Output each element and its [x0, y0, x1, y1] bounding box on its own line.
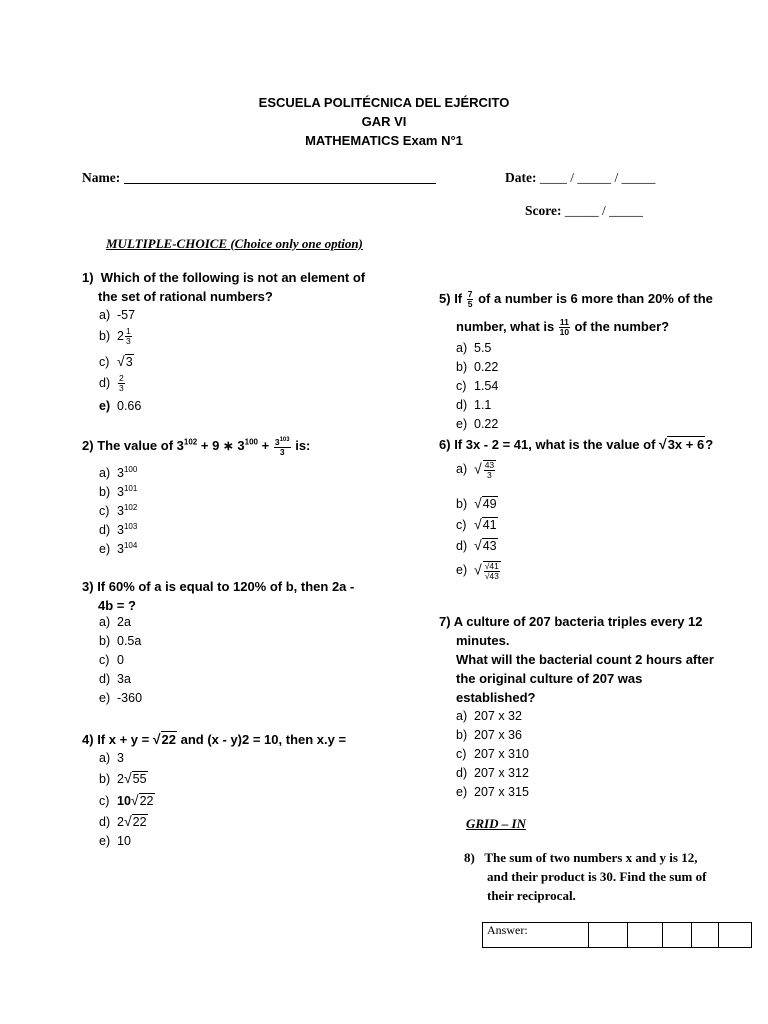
fraction: $\frac{√41}{√43}$: [484, 561, 499, 581]
q6-radicand: 3x + 6: [667, 437, 705, 452]
score-field[interactable]: _____ / _____: [564, 203, 643, 218]
option-letter: a): [456, 462, 468, 477]
q1-text-line1: Which of the following is not an element of: [100, 270, 366, 285]
option-value: -360: [117, 691, 143, 705]
score-row: [525, 203, 643, 219]
question-3: [82, 577, 402, 615]
q7-option-c[interactable]: [456, 747, 529, 761]
sqrt-icon: √: [659, 436, 667, 452]
option-value: 41: [482, 518, 497, 532]
option-value: 207 x 36: [474, 728, 522, 742]
option-letter: e): [99, 691, 111, 705]
q2-number: 2): [82, 437, 94, 453]
answer-cell[interactable]: [719, 923, 752, 948]
q3-text-line2: 4b = ?: [98, 598, 136, 613]
option-letter: b): [456, 497, 468, 511]
option-letter: c): [456, 379, 467, 393]
fraction: $\frac{1}{3}$: [125, 326, 131, 346]
q4-text: and (x - y)2 = 10, then x.y =: [177, 732, 347, 747]
option-letter: e): [456, 563, 468, 578]
q2-option-c[interactable]: [99, 503, 137, 518]
q8-text-line2: and their product is 30. Find the sum of: [487, 869, 707, 884]
sqrt-icon: √: [117, 353, 125, 369]
option-value: 43: [482, 539, 497, 553]
option-letter: a): [456, 709, 468, 723]
q7-option-d[interactable]: [456, 766, 529, 780]
option-value: 2: [117, 328, 124, 343]
option-letter: a): [456, 341, 468, 355]
q7-text-line1: A culture of 207 bacteria triples every 12: [453, 614, 703, 629]
q2-option-e[interactable]: [99, 541, 137, 556]
option-letter: d): [456, 398, 468, 412]
name-field[interactable]: [124, 171, 436, 184]
option-value: 0.5a: [117, 634, 142, 648]
date-row: [505, 170, 655, 186]
fraction: $\frac{2}{3}$: [119, 373, 124, 393]
sqrt-icon: √: [474, 537, 482, 553]
q6-option-c[interactable]: [456, 516, 498, 532]
option-letter: a): [99, 615, 111, 629]
option-value: 1.1: [474, 398, 492, 412]
option-letter: b): [456, 728, 468, 742]
option-value: 3: [117, 504, 124, 519]
sqrt-icon: √: [474, 516, 482, 532]
option-letter: e): [456, 417, 468, 431]
option-letter: c): [99, 794, 110, 808]
q6-option-b[interactable]: [456, 495, 498, 511]
q7-option-e[interactable]: [456, 785, 529, 799]
q2-text: The value of 3: [97, 437, 184, 453]
q3-number: 3): [82, 579, 94, 594]
option-value: 10: [117, 794, 131, 808]
question-2: [82, 436, 310, 457]
multiple-choice-heading: MULTIPLE-CHOICE (Choice only one option): [106, 236, 363, 251]
q5-text: of the number?: [570, 318, 670, 334]
option-value: 0.22: [474, 417, 499, 431]
option-value: 3a: [117, 672, 131, 686]
q4-option-a[interactable]: [99, 751, 124, 765]
q6-option-e[interactable]: [456, 561, 502, 581]
q4-number: 4): [82, 732, 94, 747]
question-5: [439, 290, 713, 309]
q8-number: 8): [464, 850, 475, 865]
option-letter: d): [99, 672, 111, 686]
q1-option-e[interactable]: [99, 399, 141, 413]
option-letter: b): [99, 772, 111, 786]
option-letter: c): [456, 518, 467, 532]
option-exponent: 104: [123, 541, 138, 550]
name-row: [82, 170, 436, 186]
answer-label: Answer:: [483, 923, 589, 948]
q5-option-e[interactable]: [456, 417, 498, 431]
option-value: 2: [117, 815, 124, 829]
q4-option-c[interactable]: [99, 792, 155, 808]
group-name: GAR VI: [361, 114, 407, 129]
grid-in-heading: GRID – IN: [466, 816, 526, 831]
option-value: 22: [139, 794, 154, 808]
q3-option-a[interactable]: [99, 615, 131, 629]
fraction: $\frac{11}{10}$: [559, 317, 570, 337]
fraction: $\frac{7}{5}$: [467, 289, 473, 309]
q1-option-b[interactable]: [99, 327, 133, 346]
option-letter: c): [99, 504, 110, 519]
option-value: 2: [117, 772, 124, 786]
option-letter: b): [99, 485, 111, 500]
answer-cell[interactable]: [628, 923, 663, 948]
q5-option-d[interactable]: [456, 398, 491, 412]
answer-grid: [482, 922, 752, 948]
exam-title: MATHEMATICS Exam N°1: [305, 133, 463, 148]
q8-text-line1: The sum of two numbers x and y is 12,: [484, 850, 698, 865]
q7-text-line5: established?: [456, 690, 536, 705]
school-name: ESCUELA POLITÉCNICA DEL EJÉRCITO: [258, 95, 510, 110]
option-value: 55: [132, 772, 147, 786]
q6-number: 6): [439, 437, 451, 452]
q2-option-b[interactable]: [99, 484, 137, 499]
q1-option-c[interactable]: [99, 353, 134, 369]
option-value: 2a: [117, 615, 131, 629]
q7-option-b[interactable]: [456, 728, 522, 742]
option-letter: d): [456, 766, 468, 780]
q3-option-b[interactable]: [99, 634, 141, 648]
q3-option-c[interactable]: [99, 653, 124, 667]
q4-option-b[interactable]: [99, 770, 148, 786]
option-value: 10: [117, 834, 131, 848]
q5-option-b[interactable]: [456, 360, 498, 374]
option-value: 49: [482, 497, 497, 511]
sqrt-icon: √: [130, 792, 139, 808]
q6-option-d[interactable]: [456, 537, 498, 553]
q3-option-e[interactable]: [99, 691, 142, 705]
score-label: Score:: [525, 203, 562, 218]
q7-number: 7): [439, 614, 451, 629]
option-value: 3: [117, 751, 124, 765]
option-exponent: 101: [123, 484, 138, 493]
q2-text: +: [258, 437, 273, 453]
q5-number: 5): [439, 290, 451, 306]
q5-option-a[interactable]: [456, 341, 491, 355]
option-value: 3: [117, 523, 124, 538]
option-value: 3: [125, 355, 133, 369]
option-letter: a): [99, 751, 111, 765]
sqrt-icon: √: [474, 495, 482, 511]
sqrt-icon: √: [123, 813, 132, 829]
q5-text: of a number is 6 more than 20% of the: [474, 290, 713, 306]
option-letter: e): [99, 399, 111, 413]
name-label: Name:: [82, 170, 121, 185]
option-value: 0.66: [117, 399, 142, 413]
q3-option-d[interactable]: [99, 672, 131, 686]
option-value: 3: [117, 542, 124, 557]
question-7: [439, 612, 739, 707]
option-value: 3: [117, 466, 124, 481]
q4-text: If x + y =: [97, 732, 153, 747]
q5-option-c[interactable]: [456, 379, 498, 393]
q2-exponent: 102: [183, 437, 198, 447]
sqrt-icon: √: [474, 460, 482, 477]
q6-text: If 3x - 2 = 41, what is the value of: [454, 437, 660, 452]
date-label: Date:: [505, 170, 537, 185]
option-letter: c): [99, 355, 110, 369]
option-exponent: 100: [123, 465, 138, 474]
q7-text-line3: What will the bacterial count 2 hours after: [456, 652, 714, 667]
q5-text: If: [454, 290, 466, 306]
option-letter: d): [99, 375, 111, 390]
question-5-line2: [456, 318, 669, 337]
q3-text-line1: If 60% of a is equal to 120% of b, then 2a -: [97, 579, 355, 594]
answer-cell[interactable]: [692, 923, 719, 948]
question-8: [464, 848, 734, 905]
q7-text-line4: the original culture of 207 was: [456, 671, 643, 686]
date-field[interactable]: ____ / _____ / _____: [539, 170, 656, 185]
option-value: 207 x 312: [474, 766, 529, 780]
q5-text: number, what is: [456, 318, 558, 334]
option-value: -57: [117, 308, 136, 322]
option-exponent: 102: [123, 503, 138, 512]
fraction: $\frac{3^{103}}{3}$: [274, 436, 290, 457]
answer-cell[interactable]: [663, 923, 692, 948]
q1-number: 1): [82, 270, 94, 285]
q7-option-a[interactable]: [456, 709, 522, 723]
option-letter: a): [99, 466, 111, 481]
option-value: 5.5: [474, 341, 492, 355]
option-letter: d): [456, 539, 468, 553]
sqrt-icon: √: [123, 770, 132, 786]
option-letter: b): [99, 634, 111, 648]
question-1: [82, 268, 402, 306]
q2-option-d[interactable]: [99, 522, 137, 537]
option-letter: c): [456, 747, 467, 761]
option-letter: e): [99, 834, 111, 848]
option-value: 207 x 315: [474, 785, 529, 799]
q4-option-e[interactable]: [99, 834, 131, 848]
option-letter: c): [99, 653, 110, 667]
q2-option-a[interactable]: [99, 465, 137, 480]
q2-text: + 9 ∗ 3: [197, 437, 245, 453]
option-letter: d): [99, 523, 111, 538]
option-value: 22: [132, 815, 147, 829]
fraction: $\frac{43}{3}$: [484, 460, 495, 480]
q2-text: is:: [291, 437, 311, 453]
option-letter: e): [99, 542, 111, 557]
question-4: [82, 731, 346, 747]
q8-text-line3: their reciprocal.: [487, 888, 576, 903]
q4-radicand: 22: [161, 732, 176, 747]
q1-option-a[interactable]: [99, 308, 135, 322]
option-value: 1.54: [474, 379, 499, 393]
sqrt-icon: √: [474, 561, 482, 578]
option-letter: b): [456, 360, 468, 374]
q1-text-line2: the set of rational numbers?: [98, 289, 273, 304]
option-letter: e): [456, 785, 468, 799]
option-letter: b): [99, 328, 111, 343]
option-letter: d): [99, 815, 111, 829]
q2-exponent: 100: [244, 437, 259, 447]
option-value: 207 x 32: [474, 709, 522, 723]
answer-cell[interactable]: [589, 923, 628, 948]
option-value: 3: [117, 485, 124, 500]
sqrt-icon: √: [152, 731, 161, 747]
option-exponent: 103: [123, 522, 138, 531]
q6-text: ?: [705, 437, 714, 452]
option-value: 0.22: [474, 360, 499, 374]
q1-option-d[interactable]: [99, 374, 126, 393]
option-value: 207 x 310: [474, 747, 529, 761]
option-letter: a): [99, 308, 111, 322]
q4-option-d[interactable]: [99, 813, 148, 829]
q6-option-a[interactable]: [456, 460, 497, 480]
q7-text-line2: minutes.: [456, 633, 510, 648]
option-value: 0: [117, 653, 124, 667]
question-6: [439, 436, 713, 452]
